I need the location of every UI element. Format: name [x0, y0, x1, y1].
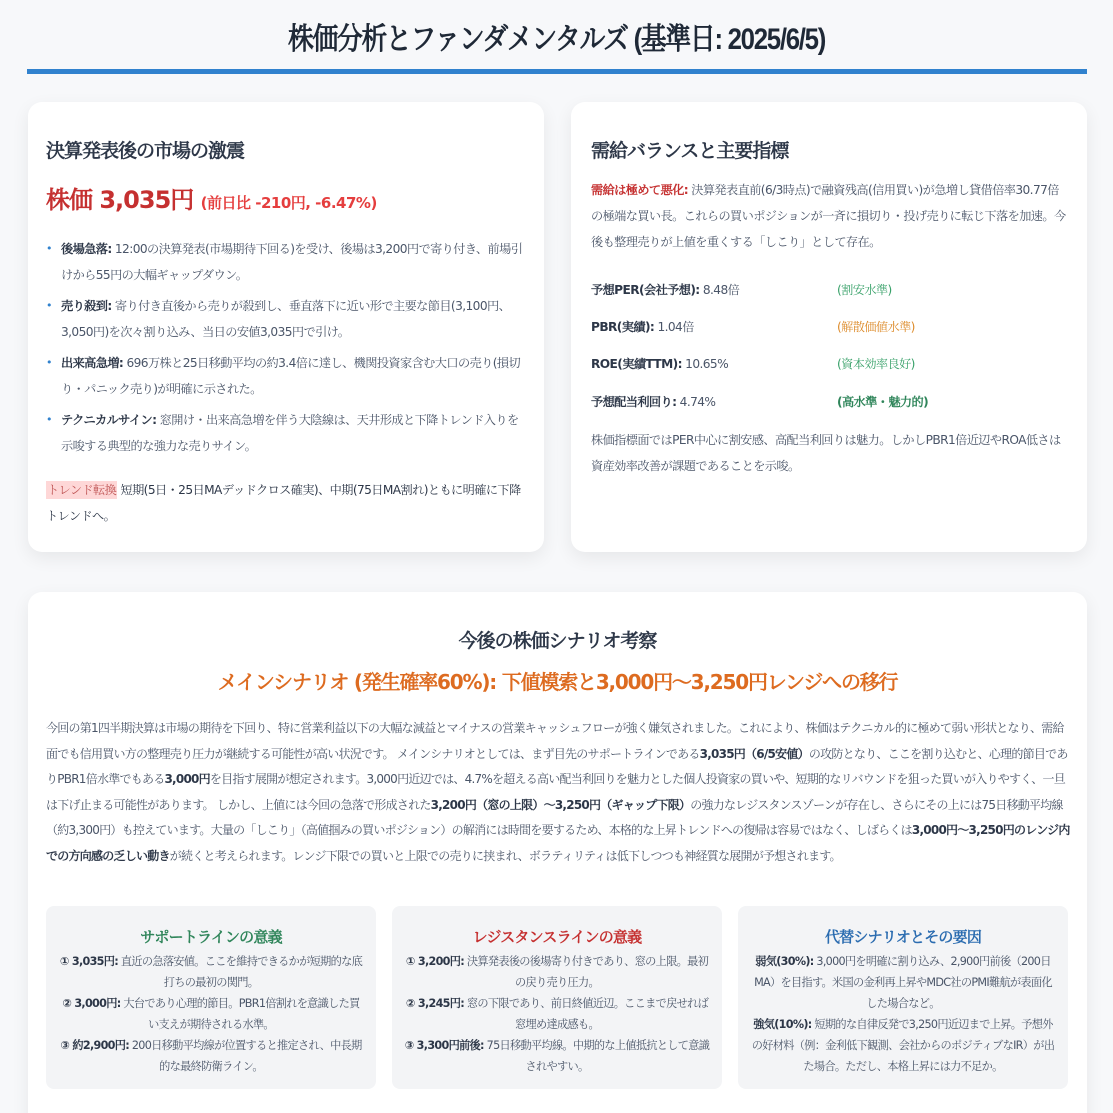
list-item — [46, 350, 528, 402]
bullet-text: 12:00の決算発表(市場期待下回る)を受け、後場は3,200円で寄り付き、前場引けから55円の大幅ギャップダウン。 — [61, 242, 523, 282]
page-title: 株価分析とファンダメンタルズ (基準日: 2025/6/5) — [287, 23, 826, 56]
list-item — [46, 293, 528, 345]
box-item — [58, 993, 364, 1035]
item-label: 弱気(30%): — [755, 955, 814, 968]
item-label: ③ 3,300円前後: — [404, 1039, 484, 1052]
market-bullet-list — [46, 236, 528, 464]
body-text: 今回の第1四半期決算は市場の期待を下回り、特に営業利益以下の大幅な減益とマイナスの営業キャッシュフローが強く嫌気されました。これにより、株価はテクニカル的に極めて弱い形状となり、需給面でも信用買い方の整理売り圧力が継続する可能性が高い状況です。 メインシナリオとしては、まず目先のサポートラインである — [46, 721, 1064, 761]
list-item — [46, 236, 528, 288]
item-text: 短期的な自律反発で3,250円近辺まで上昇。予想外の好材料（例：金利低下観測、会社からのポジティブなIR）が出た場合。ただし、本格上昇には力不足か。 — [751, 1018, 1055, 1073]
metric-value: 1.04倍 — [654, 320, 694, 334]
item-text: 大台であり心理的節目。PBR1倍割れを意識した買い支えが期待される水準。 — [120, 997, 360, 1031]
box-item — [404, 993, 710, 1035]
bullet-label: テクニカルサイン: — [61, 413, 157, 427]
supply-lead — [591, 177, 1069, 255]
metric-label: 予想配当利回り: — [591, 395, 677, 409]
box-title: サポートラインの意義 — [140, 928, 282, 946]
box-item — [404, 1035, 710, 1077]
box-title: レジスタンスラインの意義 — [472, 928, 642, 946]
bullet-text: 窓開け・出来高急増を伴う大陰線は、天井形成と下降トレンド入りを示唆する典型的な強力な売りサイン。 — [61, 413, 519, 453]
body-emphasis: 3,035円（6/5安値） — [699, 746, 809, 761]
metric-label: 予想PER(会社予想): — [591, 283, 700, 297]
bullet-text: 寄り付き直後から売りが殺到し、垂直落下に近い形で主要な節目(3,100円、3,050円)を次々割り込み、当日の安値3,035円で引け。 — [61, 299, 511, 339]
metric-note: (高水準・魅力的) — [837, 395, 929, 409]
body-text: が続くと考えられます。レンジ下限での買いと上限での売りに挟まれ、ボラティリティは低下しつつも神経質な展開が予想されます。 — [169, 848, 841, 863]
body-emphasis: 3,000円〜3,250円のレンジ内での方向感の乏しい動き — [46, 823, 1070, 863]
bullet-label: 出来高急増: — [61, 356, 124, 370]
item-label: ③ 約2,900円: — [60, 1039, 130, 1052]
item-label: ② 3,245円: — [405, 997, 465, 1010]
metric-label: PBR(実績): — [591, 320, 655, 334]
item-label: 強気(10%): — [753, 1018, 812, 1031]
box-item — [58, 951, 364, 993]
resistance-line-box — [392, 906, 722, 1089]
card-title: 決算発表後の市場の激震 — [46, 140, 245, 162]
metric-value: 4.74% — [676, 395, 716, 409]
item-text: 窓の下限であり、前日終値近辺。ここまで戻せれば窓埋め達成感も。 — [464, 997, 709, 1031]
title-divider — [27, 69, 1087, 74]
stock-price — [46, 180, 377, 215]
trend-text: 短期(5日・25日MAデッドクロス確実)、中期(75日MA割れ)ともに明確に下降トレンドへ。 — [46, 483, 521, 523]
metric-label: ROE(実績TTM): — [591, 357, 682, 371]
supply-lead-text: 決算発表直前(6/3時点)で融資残高(信用買い)が急増し貸借倍率30.77倍の極端な買い長。これらの買いポジションが一斉に損切り・投げ売りに転じ下落を加速。今後も整理売りが上値を重くする「しこり」として存在。 — [591, 183, 1066, 249]
metric-note: (解散価値水準) — [837, 320, 915, 334]
main-scenario-heading: メインシナリオ (発生確率60%): 下値模索と3,000円〜3,250円レンジへの移行 — [217, 670, 898, 694]
body-text: を目指す展開が想定されます。3,000円近辺では、4.7%を超える高い配当利回りを魅力とした個人投資家の買いや、短期的なリバウンドを狙った買いが入りやすく、一旦は下げ止まる可能性があります。 しかし、上値には今回の急落で形成された — [46, 772, 1065, 812]
metric-value: 10.65% — [681, 357, 729, 371]
metric-pbr — [591, 318, 1069, 335]
supply-summary: 株価指標面ではPER中心に割安感、高配当利回りは魅力。しかしPBR1倍近辺やROA低さは資産効率改善が課題であることを示唆。 — [591, 433, 1061, 473]
body-emphasis: 3,000円 — [164, 772, 210, 786]
item-text: 200日移動平均線が位置すると推定され、中長期的な最終防衛ライン。 — [129, 1039, 362, 1073]
box-title: 代替シナリオとその要因 — [824, 928, 982, 946]
metric-roe — [591, 355, 1069, 372]
scenario-body — [46, 716, 1071, 869]
metric-value: 8.48倍 — [699, 283, 740, 297]
supply-demand-card — [571, 102, 1087, 552]
support-line-box — [46, 906, 376, 1089]
scenario-title: 今後の株価シナリオ考察 — [458, 630, 657, 652]
market-shock-card — [28, 102, 544, 552]
body-emphasis: 3,200円（窓の上限）〜3,250円（ギャップ下限） — [430, 797, 691, 812]
body-text: の攻防となり、ここを割り込むと、心理的節目でありPBR1倍水準でもある — [46, 746, 1068, 786]
scenario-card — [28, 592, 1087, 1113]
box-item — [750, 1014, 1056, 1077]
price-change: (前日比 -210円, -6.47%) — [200, 194, 377, 212]
bullet-label: 売り殺到: — [61, 299, 112, 313]
item-label: ① 3,035円: — [59, 955, 119, 968]
metric-note: (資本効率良好) — [837, 357, 915, 371]
item-text: 3,000円を明確に割り込み、2,900円前後（200日MA）を目指す。米国の金利再上昇やMDC社のPMI難航が表面化した場合など。 — [754, 955, 1052, 1010]
list-item — [46, 407, 528, 459]
metric-dividend-yield — [591, 393, 1069, 410]
price-value: 株価 3,035円 — [46, 186, 194, 214]
alternative-scenario-box — [738, 906, 1068, 1089]
item-text: 直近の急落安値。ここを維持できるかが短期的な底打ちの最初の関門。 — [118, 955, 363, 989]
metric-per — [591, 281, 1069, 298]
box-item — [750, 951, 1056, 1014]
item-label: ① 3,200円: — [405, 955, 465, 968]
item-text: 決算発表後の後場寄り付きであり、窓の上限。最初の戻り売り圧力。 — [464, 955, 709, 989]
body-text: の強力なレジスタンスゾーンが存在し、さらにその上には75日移動平均線（約3,300円）も控えています。大量の「しこり」（高値掴みの買いポジション）の解消には時間を要するため、本格的な上昇トレンドへの復帰は容易ではなく、しばらくは — [46, 797, 1063, 837]
bullet-text: 696万株と25日移動平均の約3.4倍に達し、機関投資家含む大口の売り(損切り・パニック売り)が明確に示された。 — [61, 356, 521, 396]
box-item — [404, 951, 710, 993]
trend-tag: トレンド転換 — [47, 483, 117, 497]
box-item — [58, 1035, 364, 1077]
trend-summary — [46, 477, 528, 529]
metric-note: (割安水準) — [837, 283, 892, 297]
card-title: 需給バランスと主要指標 — [591, 140, 789, 162]
item-text: 75日移動平均線。中期的な上値抵抗として意識されやすい。 — [483, 1039, 710, 1073]
item-label: ② 3,000円: — [62, 997, 121, 1010]
supply-lead-label: 需給は極めて悪化: — [591, 183, 688, 197]
bullet-label: 後場急落: — [61, 242, 112, 256]
